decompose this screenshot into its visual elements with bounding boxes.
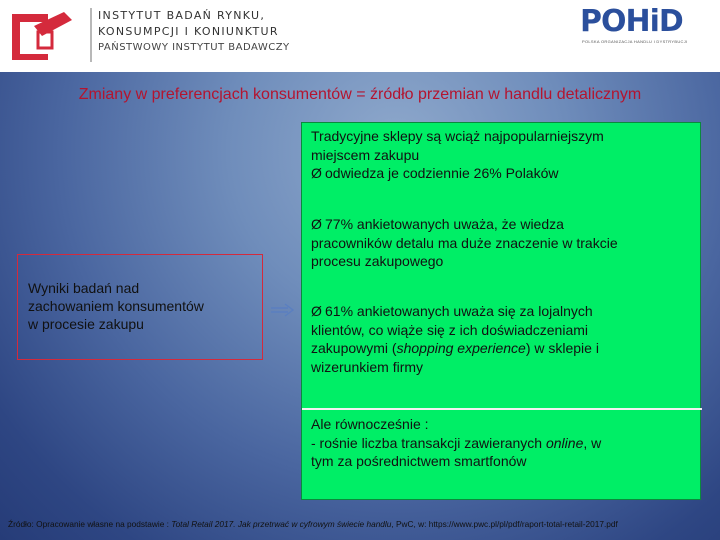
- bullet-arrow-icon: Ø: [311, 303, 322, 319]
- survey-results-line2: zachowaniem konsumentów: [28, 298, 204, 314]
- finding-loyalty-line3: zakupowymi (shopping experience) w sklepie i: [311, 340, 599, 356]
- bullet-arrow-icon: Ø: [311, 216, 322, 232]
- page-title: Zmiany w preferencjach konsumentów = źródło przemian w handlu detalicznym: [78, 86, 642, 103]
- finding-staff-line1: 77% ankietowanych uważa, że wiedza: [325, 216, 564, 232]
- finding-staff-line3: procesu zakupowego: [311, 253, 444, 269]
- pohid-logo-subtitle: POLSKA ORGANIZACJA HANDLU I DYSTRYBUCJI: [582, 39, 688, 44]
- finding-loyalty-line4: wizerunkiem firmy: [311, 358, 424, 375]
- survey-results-line3: w procesie zakupu: [28, 316, 144, 332]
- right-arrow-icon: [270, 303, 294, 317]
- finding-traditional-line1: Tradycyjne sklepy są wciąż najpopularniejszym: [311, 128, 604, 144]
- finding-online-line2: - rośnie liczba transakcji zawieranych online, w: [311, 434, 602, 451]
- finding-loyalty: [311, 302, 686, 376]
- institute-name-line2: KONSUMPCJI I KONIUNKTUR: [98, 25, 279, 38]
- ibrk-logo-icon: [8, 8, 76, 62]
- findings-divider: [302, 408, 702, 410]
- finding-loyalty-line1: 61% ankietowanych uważa się za lojalnych: [325, 303, 593, 319]
- finding-staff-line2: pracowników detalu ma duże znaczenie w trakcie: [311, 234, 618, 251]
- finding-online-line3: tym za pośrednictwem smartfonów: [311, 453, 527, 469]
- pohid-logo-text: POHiD: [580, 4, 683, 39]
- source-footnote: Źródło: Opracowanie własne na podstawie : Total Retail 2017. Jak przetrwać w cyfrowym świecie handlu, PwC, w: https://www.pwc.pl/pl/pdf/raport-total-retail-2017.pdf: [8, 519, 618, 529]
- institute-name-line1: INSTYTUT BADAŃ RYNKU,: [98, 9, 266, 22]
- finding-traditional-line2: miejscem zakupu: [311, 146, 420, 163]
- institute-name: [90, 8, 290, 62]
- finding-traditional-line3: odwiedza je codziennie 26% Polaków: [325, 165, 559, 181]
- findings-panel: [301, 122, 701, 500]
- header-bar: [0, 0, 720, 72]
- institute-name-line3: PAŃSTWOWY INSTYTUT BADAWCZY: [98, 42, 290, 53]
- finding-traditional-stores: [311, 127, 686, 183]
- finding-staff-knowledge: [311, 215, 686, 271]
- finding-online-growth: [311, 415, 686, 471]
- pohid-logo: [580, 6, 712, 50]
- survey-results-line1: Wyniki badań nad: [28, 280, 140, 296]
- bullet-arrow-icon: Ø: [311, 165, 322, 181]
- finding-loyalty-line2: klientów, co wiąże się z ich doświadczeniami: [311, 321, 589, 338]
- survey-results-box: [17, 254, 263, 360]
- finding-online-line1: Ale równocześnie :: [311, 416, 429, 432]
